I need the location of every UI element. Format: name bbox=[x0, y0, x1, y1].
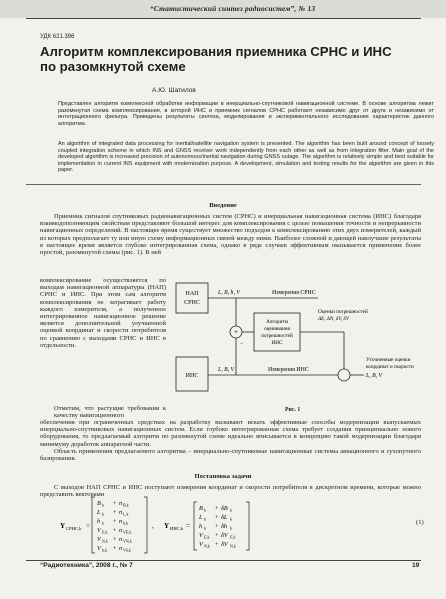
intro-paragraph-1: Приемник сигналов спутниковых радионавигационных систем (СРНС) и инерциальная навигационная система (ИНС) благодаря взаимодополняющим свойствам представляют большой интерес для комплексирования с целью повышения точности и непрерывности навигационных определений. В настоящее время существует множество подходов к комплексированию этих двух измерителей, каждый из которых предполагает ту или иную схему информационных связей между ними. Наиболее сложной и дающей наилучшие результаты в настоящее время является глубоко интегрированная схема, однако в ряде случаев эффективным оказывается применение более простой, разомкнутой схемы (рис. 1). В ней bbox=[40, 213, 421, 257]
eq-lhs-1-sub: СРНС,k bbox=[66, 526, 82, 531]
algo-label-2: оценивания bbox=[264, 326, 290, 332]
srns-entry-sub: h,k bbox=[102, 547, 107, 553]
srns-entry-plus: + bbox=[113, 518, 117, 525]
refined-label-2: координат и скорости bbox=[366, 364, 414, 370]
ins-entry-plus: + bbox=[215, 514, 219, 521]
figure-1-caption: Рис. 1 bbox=[285, 407, 301, 413]
srns-entry-noise-sub: Vh,k bbox=[123, 547, 131, 553]
srns-entry-symbol: V bbox=[97, 527, 101, 534]
eq-lhs-2: Y bbox=[164, 522, 170, 530]
srns-entry-symbol: V bbox=[97, 536, 101, 543]
summing-plus: + bbox=[234, 328, 238, 336]
problem-paragraph-1: С выходов НАП СРНС и ИНС поступают измерения координат и скорости потребителя в дискретном времени, которые можно представить векторами bbox=[40, 484, 421, 499]
abstract-en: An algorithm of integrated data processing for inertial/satellite navigation system is presented. The algorithm has been built around concept of loosely coupled integration scheme in which INS and GNSS receiver work independently from each other as well as from integration filter. Main goal of the developed algorithm is increased precision of autonomous/inertial navigation during GNSS outage. The algorithm is relatively simple and best suitable for implementation in current INS equipment with modernization purpose. A development, simulation and testing results for the algorithm are given in this paper. bbox=[58, 141, 434, 173]
page-number: 19 bbox=[412, 562, 420, 569]
refined-label-3: L, B, V bbox=[366, 373, 383, 379]
srns-entry-sub: N,k bbox=[102, 538, 108, 544]
intro-paragraph-1-cont: комплексирование осуществляется по выходам навигационной аппаратуры (НАП) СРНС и ИНС. При этом сам алгоритм комплексирования не затрагивает работу каждого измерителя, а полученное интегрированное навигационное решение является дополнительной улучшенной оценкой координат и скорости потребителя по сравнению с выходами СРНС и ИНС в отдельности. bbox=[40, 277, 166, 349]
ins-entry-plus: + bbox=[215, 523, 219, 530]
ins-entry-plus: + bbox=[215, 505, 219, 512]
srns-entry-symbol: B bbox=[97, 500, 101, 507]
ins-label: ИНС bbox=[185, 373, 199, 379]
refined-label-1: Уточненные оценки bbox=[366, 357, 411, 363]
abstract-rule bbox=[26, 184, 421, 185]
srns-entry-noise: n bbox=[119, 509, 123, 516]
ins-entry-sub: k bbox=[204, 516, 206, 522]
author: А.Ю. Шатилов bbox=[152, 87, 196, 94]
srns-entry-noise-sub: VE,k bbox=[123, 529, 132, 535]
ins-entry-symbol: h bbox=[199, 523, 203, 530]
summing-junction-2 bbox=[338, 369, 350, 381]
srns-entry-noise: n bbox=[119, 518, 123, 525]
intro-paragraph-2-start: Отметим, что растущие требования к качеству навигационного bbox=[54, 405, 166, 420]
srns-meas-suffix: Измерения СРНС bbox=[272, 290, 316, 296]
srns-entry-sub: k bbox=[102, 511, 104, 517]
ins-entry-symbol: V bbox=[199, 532, 203, 539]
algo-label-4: ИНС bbox=[271, 340, 283, 346]
srns-entry-symbol: h bbox=[97, 518, 101, 525]
srns-entry-noise-sub: h,k bbox=[123, 520, 128, 526]
ins-meas-suffix: Измерения ИНС bbox=[268, 367, 309, 373]
srns-vector-entries bbox=[96, 500, 132, 554]
srns-entry-noise: n bbox=[119, 500, 123, 507]
header-rule bbox=[26, 18, 421, 19]
abstract-ru: Представлен алгоритм комплексной обработки информации в инерциально-спутниковой навигационной системе. В основе алгоритма лежит разомкнутая схема комплексирования, в которой ИНС и приемник сигналов СРНС работают независимо друг от друга и независимо от интеграционного фильтра. Приведены результаты синтеза, моделирования и экспериментального исследования характеристик данного алгоритма. bbox=[58, 101, 434, 127]
ins-entry-err: δh bbox=[221, 523, 227, 530]
ins-entry-plus: + bbox=[215, 532, 219, 539]
error-estimates-label-1: Оценки погрешностей bbox=[318, 309, 368, 315]
srns-entry-sub: k bbox=[102, 520, 104, 526]
ins-entry-sub: E,k bbox=[204, 534, 210, 540]
summing-minus: − bbox=[240, 341, 244, 347]
srns-entry-symbol: V bbox=[97, 545, 101, 552]
algo-label-3: погрешностей bbox=[261, 333, 293, 339]
svg-text:=: = bbox=[86, 522, 90, 530]
eq-lhs-1: Y bbox=[60, 522, 66, 530]
section-heading-intro: Введение bbox=[209, 202, 237, 209]
svg-text:,: , bbox=[152, 522, 154, 530]
nap-label-1: НАП bbox=[185, 291, 199, 297]
ins-entry-err: δV bbox=[221, 532, 228, 539]
ins-entry-err-sub: E,k bbox=[230, 534, 236, 540]
svg-text:=: = bbox=[186, 522, 190, 530]
srns-entry-noise-sub: B,k bbox=[123, 502, 129, 508]
ins-entry-symbol: V bbox=[199, 541, 203, 548]
srns-entry-plus: + bbox=[113, 509, 117, 516]
intro-paragraph-2: обеспечения при ограниченных средствах на разработку вызывают искать эффективные способы модернизации выпускаемых инерциально-спутниковых навигационных систем. Если глубоко интегрированная схема требует создания принципиально нового оборудования, то предлагаемый алгоритм по разомкнутой схеме идеально вписывается в концепцию такой модернизации благодаря минимуму доработок аппаратной части. bbox=[40, 419, 421, 448]
srns-entry-plus: + bbox=[113, 500, 117, 507]
error-estimates-label-2: ΔE, ΔN, δV, δV bbox=[318, 316, 349, 322]
ins-entry-symbol: B bbox=[199, 505, 203, 512]
ins-entry-symbol: L bbox=[199, 514, 203, 521]
eq-lhs-2-sub: ИНС,k bbox=[170, 526, 184, 531]
srns-entry-plus: + bbox=[113, 527, 117, 534]
nap-label-2: СРНС bbox=[184, 300, 200, 306]
algo-label-1: Алгоритм bbox=[266, 319, 288, 325]
running-header-title: “Статистический синтез радиосистем”, № 13 bbox=[150, 4, 316, 13]
srns-entry-symbol: L bbox=[97, 509, 101, 516]
ins-entry-err: δB bbox=[221, 505, 228, 512]
article-title: Алгоритм комплексирования приемника СРНС и ИНС по разомкнутой схеме bbox=[40, 44, 392, 74]
srns-entry-plus: + bbox=[113, 545, 117, 552]
equation-1 bbox=[60, 494, 360, 556]
equation-number: (1) bbox=[416, 519, 424, 526]
srns-entry-plus: + bbox=[113, 536, 117, 543]
ins-entry-err-sub: k bbox=[230, 516, 232, 522]
ins-entry-err: δV bbox=[221, 541, 228, 548]
ins-entry-sub: k bbox=[204, 525, 206, 531]
ins-entry-err: δL bbox=[221, 514, 228, 521]
ins-meas-label: L, B, V bbox=[218, 367, 235, 373]
footer-rule bbox=[26, 560, 421, 561]
ins-entry-err-sub: N,k bbox=[230, 543, 236, 549]
srns-meas-label: L, B, h, V bbox=[218, 290, 240, 296]
footer-journal: “Радиотехника”, 2008 г., № 7 bbox=[40, 562, 133, 569]
section-heading-problem: Постановка задачи bbox=[194, 473, 252, 480]
figure-1-block-diagram bbox=[168, 275, 426, 405]
srns-entry-sub: k bbox=[102, 502, 104, 508]
udk-code: УДК 621.396 bbox=[40, 34, 75, 40]
srns-entry-sub: E,k bbox=[102, 529, 108, 535]
srns-entry-noise-sub: L,k bbox=[123, 511, 129, 517]
ins-entry-plus: + bbox=[215, 541, 219, 548]
srns-entry-noise-sub: VN,k bbox=[123, 538, 132, 544]
ins-entry-err-sub: k bbox=[230, 507, 232, 513]
ins-entry-err-sub: k bbox=[230, 525, 232, 531]
ins-entry-sub: k bbox=[204, 507, 206, 513]
ins-vector-entries bbox=[198, 505, 236, 550]
srns-entry-noise: n bbox=[119, 536, 123, 543]
srns-entry-noise: n bbox=[119, 545, 123, 552]
nap-srns-block bbox=[176, 283, 208, 313]
intro-paragraph-3: Область применения предлагаемого алгоритма – инерциально-спутниковые навигационные системы авиационного и сухопутного базирования. bbox=[40, 448, 421, 463]
ins-entry-sub: N,k bbox=[204, 543, 210, 549]
srns-entry-noise: n bbox=[119, 527, 123, 534]
